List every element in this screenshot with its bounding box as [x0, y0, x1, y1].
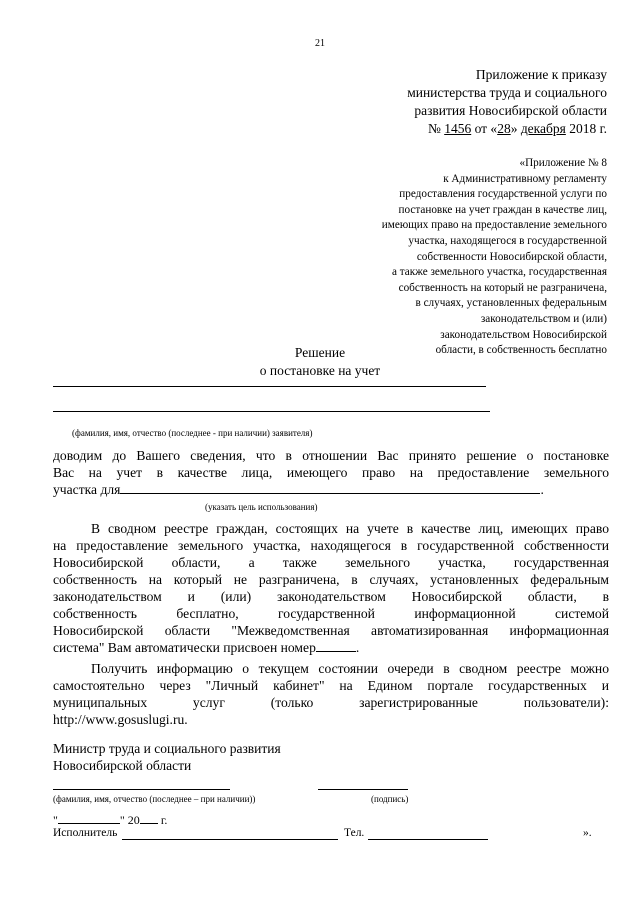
- signatory-region: Новосибирской области: [53, 758, 192, 773]
- purpose-caption: (указать цель использования): [205, 502, 318, 512]
- paragraph-2-line: на предоставление земельного участка, находящегося в государственной собственности: [53, 538, 609, 553]
- document-title: Решение: [294, 345, 346, 360]
- paragraph-1-line: доводим до Вашего сведения, что в отношении Вас принято решение о постановке: [53, 448, 609, 463]
- annex-line: законодательством и (или): [480, 312, 607, 325]
- paragraph-2-line: Новосибирской области, а также земельного участка, государственная: [53, 555, 609, 570]
- order-number: 1456: [444, 121, 472, 136]
- registry-number-label: система" Вам автоматически присвоен номер: [53, 640, 316, 655]
- name-caption: (фамилия, имя, отчество (последнее – при наличии)): [53, 794, 256, 804]
- order-day-close: »: [510, 121, 521, 136]
- order-header: [407, 66, 607, 138]
- name-signature-line: [53, 789, 230, 790]
- date-year-suffix: г.: [157, 813, 168, 827]
- purpose-blank: [120, 482, 540, 494]
- applicant-line-1: [53, 386, 486, 387]
- purpose-label: участка для: [53, 482, 121, 497]
- annex-line: к Административному регламенту: [443, 172, 607, 185]
- registry-number-blank: [316, 640, 356, 652]
- phone-line: [368, 839, 488, 840]
- annex-header: [382, 156, 607, 359]
- order-header-line: Приложение к приказу: [475, 67, 607, 82]
- annex-line: постановке на учет граждан в качестве лиц,: [398, 203, 607, 216]
- executor-label: Исполнитель: [53, 827, 118, 839]
- date-year-blank: [140, 813, 158, 824]
- paragraph-2-line: В сводном реестре граждан, состоящих на учете в качестве лиц, имеющих право: [91, 521, 609, 536]
- signature-caption: (подпись): [371, 794, 409, 804]
- registry-number-line: система" Вам автоматически присвоен номер .: [53, 640, 360, 655]
- order-month: декабря: [520, 121, 566, 136]
- annex-line: собственность на который не разграничена,: [398, 281, 607, 294]
- gosuslugi-link: http://www.gosuslugi.ru.: [53, 712, 188, 727]
- closing-quote: ».: [583, 827, 592, 839]
- paragraph-2-line: собственность на который не разграничена, в случаях, установленных федеральным: [53, 572, 609, 587]
- date-open-quote: ": [53, 813, 58, 827]
- order-year: 2018 г.: [565, 121, 607, 136]
- applicant-caption: (фамилия, имя, отчество (последнее - при наличии) заявителя): [72, 428, 313, 438]
- paragraph-2-line: собственность бесплатно, государственной информационной системой: [53, 606, 609, 621]
- paragraph-1-line: Вас на учет в качестве лица, имеющего право на предоставление земельного: [53, 465, 609, 480]
- applicant-line-2: [53, 411, 490, 412]
- order-number-line: [407, 120, 607, 138]
- paragraph-3-line: самостоятельно через "Личный кабинет" на Едином портале государственных и: [53, 678, 609, 693]
- paragraph-2-line: Новосибирской области "Межведомственная автоматизированная информационная: [53, 623, 609, 638]
- annex-line: имеющих право на предоставление земельного: [381, 219, 607, 232]
- document-subtitle: о постановке на учет: [259, 363, 381, 378]
- signatory-title: Министр труда и социального развития: [53, 741, 281, 756]
- page-number: 21: [315, 38, 325, 49]
- order-header-line: министерства труда и социального: [407, 85, 607, 100]
- paragraph-3-line: муниципальных услуг (только зарегистрированные пользователи):: [53, 695, 609, 710]
- annex-line: области, в собственность бесплатно: [435, 344, 607, 357]
- annex-line: «Приложение № 8: [519, 157, 607, 169]
- date-day-blank: [58, 813, 120, 824]
- executor-line: [122, 839, 338, 840]
- annex-line: а также земельного участка, государственная: [391, 266, 607, 279]
- paragraph-2-line: законодательством и (или) законодательством Новосибирской области, в: [53, 589, 609, 604]
- date-close-quote: " 20: [119, 813, 140, 827]
- order-header-line: развития Новосибирской области: [414, 103, 607, 118]
- purpose-line: [53, 482, 544, 499]
- order-day: 28: [497, 121, 511, 136]
- order-num-prefix: №: [427, 121, 445, 136]
- annex-line: предоставления государственной услуги по: [399, 188, 607, 201]
- annex-line: собственности Новосибирской области,: [416, 250, 607, 263]
- phone-label: Тел.: [344, 827, 365, 839]
- annex-line: в случаях, установленных федеральным: [415, 297, 607, 310]
- paragraph-3-line: Получить информацию о текущем состоянии очереди в сводном реестре можно: [91, 661, 609, 676]
- order-from: от «: [471, 121, 498, 136]
- annex-line: участка, находящегося в государственной: [408, 234, 607, 247]
- signature-line: [318, 789, 408, 790]
- annex-line: законодательством Новосибирской: [440, 328, 607, 341]
- purpose-end: .: [540, 482, 544, 497]
